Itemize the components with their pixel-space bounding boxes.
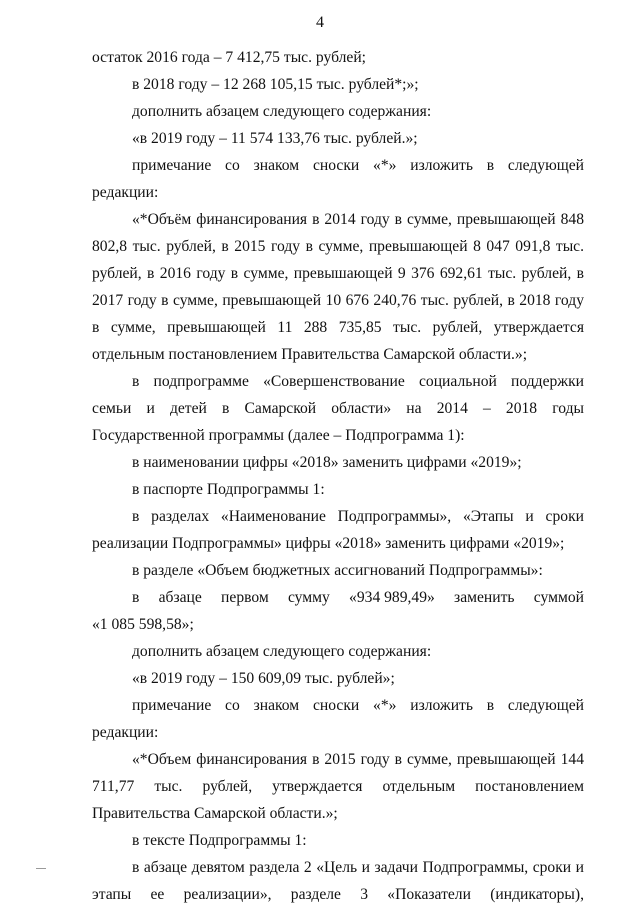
paragraph-financing-footnote-sub1: «*Объем финансирования в 2015 году в сумме, превышающей 144 711,77 тыс. рублей, утверждается отдельным постановлением Правительства Самарской области.»; (92, 751, 584, 822)
paragraph-2019-amount-sub1: «в 2019 году – 150 609,09 тыс. рублей»; (132, 670, 395, 687)
paragraph-passport: в паспорте Подпрограммы 1: (132, 481, 325, 498)
paragraph-subprogram-1: в подпрограмме «Совершенствование социальной поддержки семьи и детей в Самарской области» на 2014 – 2018 годы Государственной программы (далее – Подпрограмма 1): (92, 373, 584, 444)
word: «934 989,49» (349, 589, 435, 606)
paragraph-subprogram-text: в тексте Подпрограммы 1: (132, 832, 307, 849)
paragraph-add-clause-2: дополнить абзацем следующего содержания: (132, 643, 432, 660)
word: заменить (454, 589, 515, 606)
page-number: 4 (316, 14, 324, 31)
word: суммой (533, 589, 584, 606)
paragraph-remainder-2016: остаток 2016 года – 7 412,75 тыс. рублей; (92, 49, 366, 66)
paragraph-2019-amount: «в 2019 году – 11 574 133,76 тыс. рублей.»; (132, 130, 418, 147)
margin-mark (36, 868, 46, 869)
word: абзаце (158, 589, 202, 606)
paragraph-financing-footnote: «*Объём финансирования в 2014 году в сумме, превышающей 848 802,8 тыс. рублей, в 2015 году в сумме, превышающей 8 047 091,8 тыс. рублей, в 2016 году в сумме, превышающей 9 376 692,61 тыс. рублей, в 2017 году в сумме, превышающей 10 676 240,76 тыс. рублей, в 2018 году в сумме, превышающей 11 288 735,85 тыс. рублей, утверждается отдельным постановлением Правительства Самарской области.»; (92, 211, 584, 363)
paragraph-footnote-note-2: примечание со знаком сноски «*» изложить в следующей редакции: (92, 697, 584, 741)
paragraph-2018-amount: в 2018 году – 12 268 105,15 тыс. рублей*;»; (132, 76, 419, 93)
paragraph-sum-replace-tail: «1 085 598,58»; (92, 616, 194, 633)
word: сумму (287, 589, 330, 606)
paragraph-footnote-note: примечание со знаком сноски «*» изложить в следующей редакции: (92, 157, 584, 201)
paragraph-add-clause: дополнить абзацем следующего содержания: (132, 103, 432, 120)
paragraph-sum-replace-line (92, 584, 584, 611)
paragraph-name-replace: в наименовании цифры «2018» заменить цифрами «2019»; (132, 454, 522, 471)
paragraph-budget-section: в разделе «Объем бюджетных ассигнований Подпрограммы»: (132, 562, 543, 579)
paragraph-sections-replace: в разделах «Наименование Подпрограммы», «Этапы и сроки реализации Подпрограммы» цифры «2018» заменить цифрами «2019»; (92, 508, 584, 552)
word: в (132, 589, 140, 606)
paragraph-ninth-clause: в абзаце девятом раздела 2 «Цель и задачи Подпрограммы, сроки и этапы ее реализации», разделе 3 «Показатели (индикаторы), (92, 859, 584, 903)
word: первом (221, 589, 269, 606)
document-body (92, 44, 584, 908)
